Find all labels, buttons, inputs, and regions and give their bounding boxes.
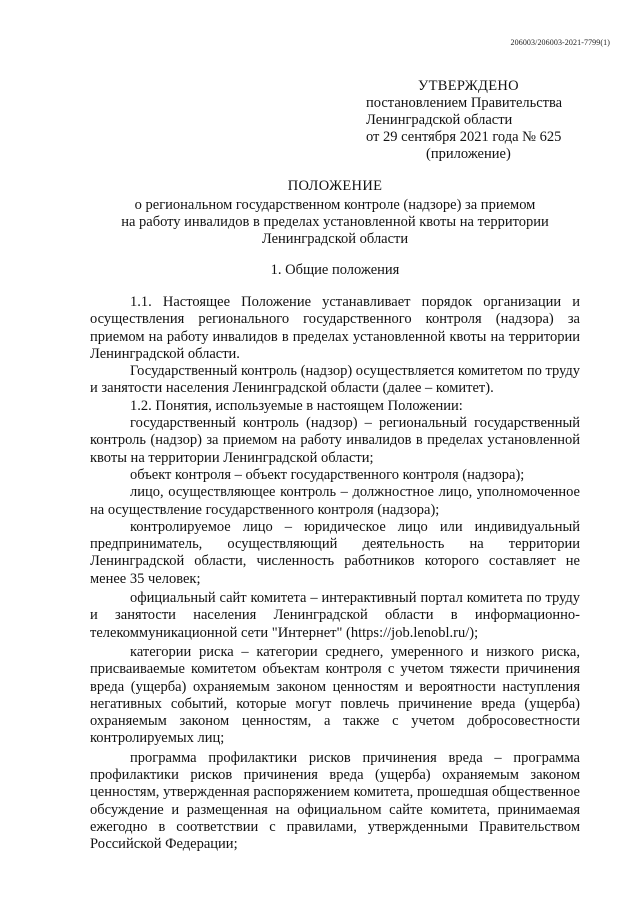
paragraph: Государственный контроль (надзор) осуществляется комитетом по труду и занятости населения Ленинградской области (далее – комитет). [90,363,580,397]
paragraph: категории риска – категории среднего, умеренного и низкого риска, присваиваемые комитетом объектам контроля с учетом тяжести причинения вреда (ущерба) охраняемым законом ценностям и вероятности наступления негативных событий, которые могут повлечь причинение вреда (ущерба) охраняемым законом ценностям, а также с учетом добросовестности контролируемых лиц; [90,643,580,747]
paragraph: лицо, осуществляющее контроль – должностное лицо, уполномоченное на осуществление государственного контроля (надзора); [90,484,580,518]
paragraph: 1.1. Настоящее Положение устанавливает порядок организации и осуществления регионального государственного контроля (надзора) за приемом на работу инвалидов в пределах установленной квоты на территории Ленинградской области. [90,294,580,362]
approval-line-1: постановлением Правительства [366,95,563,111]
section-title: 1. Общие положения [270,262,400,278]
paragraph: 1.2. Понятия, используемые в настоящем Положении: [130,397,463,414]
approval-title: УТВЕРЖДЕНО [418,78,519,94]
paragraph: программа профилактики рисков причинения вреда – программа профилактики рисков причинения вреда (ущерба) охраняемым законом ценностям, утвержденная распоряжением комитета, прошедшая общественное обсуждение и размещенная на официальном сайте комитета, принимаемая ежегодно в соответствии с правилами, утвержденными Правительством Российской Федерации; [90,749,580,853]
document-subtitle-line-3: Ленинградской области [261,231,409,247]
approval-stamp [366,78,606,163]
document-title-block [90,178,580,248]
approval-line-2: Ленинградской области [366,112,513,128]
paragraph: контролируемое лицо – юридическое лицо или индивидуальный предприниматель, осуществляющий деятельность на территории Ленинградской области, численность работников которого составляет не менее 35 человек; [90,518,580,587]
document-subtitle-line-2: на работу инвалидов в пределах установленной квоты на территории [121,214,549,230]
paragraph: официальный сайт комитета – интерактивный портал комитета по труду и занятости населения Ленинградской области в информационно-телекоммуникационной сети "Интернет" (https://job.lenobl.ru/); [90,590,580,641]
document-id: 206003/206003-2021-7799(1) [510,38,610,47]
paragraph: государственный контроль (надзор) – региональный государственный контроль (надзор) за приемом на работу инвалидов в пределах установленной квоты на территории Ленинградской области; [90,415,580,466]
document-subtitle-line-1: о региональном государственном контроле (надзоре) за приемом [134,197,536,213]
approval-line-3: от 29 сентября 2021 года № 625 [366,129,562,145]
document-body [90,294,580,854]
paragraph: объект контроля – объект государственного контроля (надзора); [130,466,525,483]
document-heading: ПОЛОЖЕНИЕ [287,178,383,194]
approval-attachment: (приложение) [426,146,511,162]
